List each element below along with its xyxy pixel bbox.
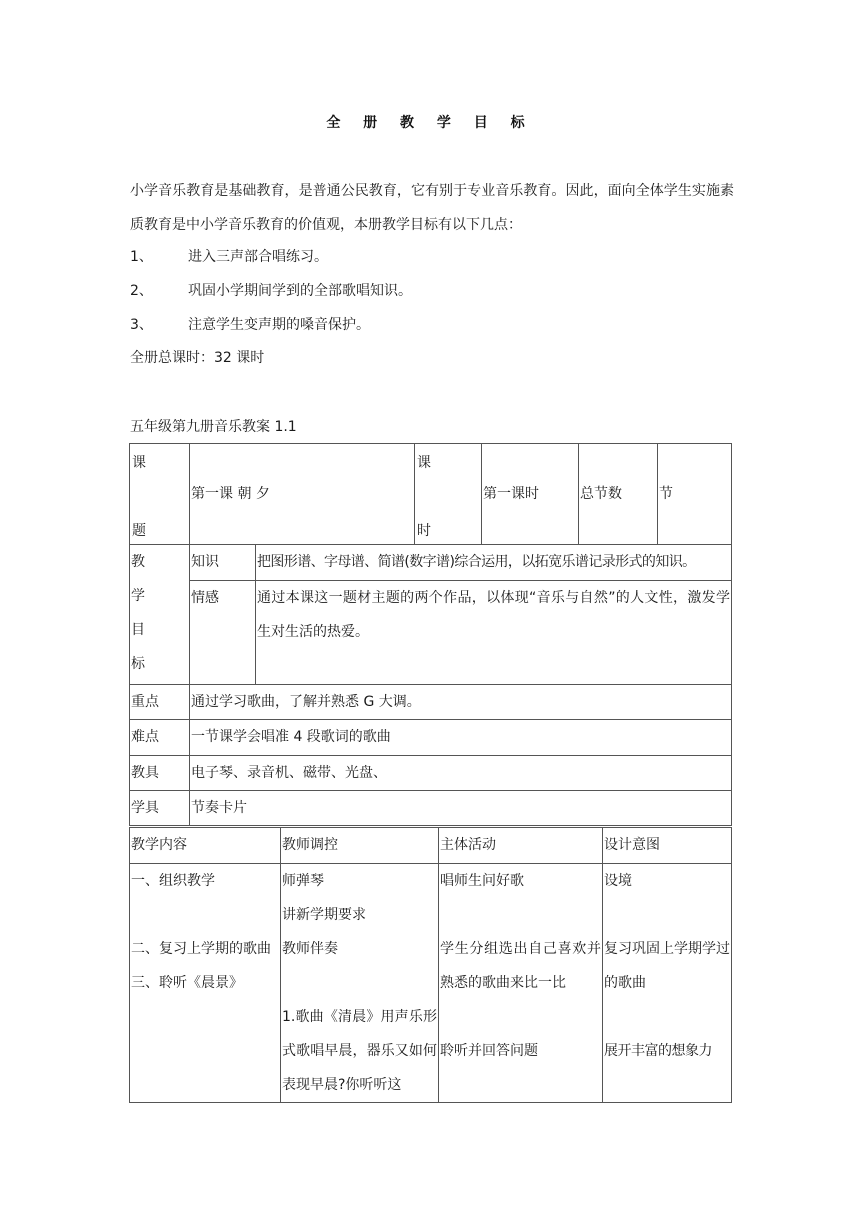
period-cell: 第一课时 xyxy=(482,444,579,545)
goal-number: 3、 xyxy=(130,317,153,333)
intent-line: 展开丰富的想象力 xyxy=(604,1043,712,1059)
teacher-line xyxy=(282,966,437,1000)
teacher-line: 教师伴奏 xyxy=(282,941,338,957)
total-label: 总节数 xyxy=(579,444,658,545)
header-activity: 主体活动 xyxy=(439,828,603,864)
activity-line xyxy=(440,898,601,932)
difficulty-text: 一节课学会唱准 4 段歌词的歌曲 xyxy=(190,720,732,756)
activity-line: 唱师生问好歌 xyxy=(440,873,524,889)
goal-text: 巩固小学期间学到的全部歌唱知识。 xyxy=(188,283,412,299)
goal-item xyxy=(130,315,370,335)
student-tools-text: 节奏卡片 xyxy=(190,791,732,826)
teacher-line: 讲新学期要求 xyxy=(282,907,366,923)
table-caption: 五年级第九册音乐教案 1.1 xyxy=(130,419,297,435)
goal-item xyxy=(130,247,328,267)
tools-text: 电子琴、录音机、磁带、光盘、 xyxy=(190,756,732,791)
content-line: 一、组织教学 xyxy=(131,873,215,889)
activity-paragraph: 学生分组选出自己喜欢并熟悉的歌曲来比一比 xyxy=(440,941,601,991)
difficulty-label: 难点 xyxy=(130,720,190,756)
header-teacher: 教师调控 xyxy=(281,828,439,864)
knowledge-text: 把图形谱、字母谱、简谱(数字谱)综合运用，以拓宽乐谱记录形式的知识。 xyxy=(256,545,732,581)
ti-label: 题 xyxy=(132,523,146,539)
content-cell xyxy=(130,864,281,1103)
goal-number: 1、 xyxy=(130,249,153,265)
activity-line xyxy=(440,1000,601,1034)
activity-line: 聆听并回答问题 xyxy=(440,1043,538,1059)
goal-cell xyxy=(130,545,190,685)
key-label: 重点 xyxy=(130,685,190,720)
goal-char: 学 xyxy=(131,588,145,604)
intent-paragraph: 复习巩固上学期学过的歌曲 xyxy=(604,941,730,991)
intent-cell xyxy=(603,864,732,1103)
ke-ti-cell xyxy=(130,444,190,545)
teaching-process-table xyxy=(129,827,732,1103)
key-text: 通过学习歌曲，了解并熟悉 G 大调。 xyxy=(190,685,732,720)
intent-line xyxy=(604,1000,730,1034)
content-line: 二、复习上学期的歌曲 xyxy=(131,941,271,957)
content-line: 三、聆听《晨景》 xyxy=(131,975,243,991)
teacher-line: 师弹琴 xyxy=(282,873,324,889)
ke-label: 课 xyxy=(132,455,146,471)
goal-char: 目 xyxy=(131,622,145,638)
emotion-label: 情感 xyxy=(190,581,256,685)
keshi-top: 课 xyxy=(417,455,431,471)
teacher-cell xyxy=(281,864,439,1103)
goal-item xyxy=(130,281,412,301)
activity-cell xyxy=(439,864,603,1103)
lesson-name: 第一课 朝 夕 xyxy=(190,444,415,545)
intro-paragraph: 小学音乐教育是基础教育，是普通公民教育，它有别于专业音乐教育。因此，面向全体学生实施素质教育是中小学音乐教育的价值观，本册教学目标有以下几点： xyxy=(130,183,734,233)
student-tools-label: 学具 xyxy=(130,791,190,826)
intent-line: 设境 xyxy=(604,873,632,889)
knowledge-label: 知识 xyxy=(190,545,256,581)
teacher-paragraph: 1.歌曲《清晨》用声乐形式歌唱早晨，器乐又如何表现早晨?你听听这 xyxy=(282,1009,437,1093)
keshi-bottom: 时 xyxy=(417,523,431,539)
tools-label: 教具 xyxy=(130,756,190,791)
goal-char: 标 xyxy=(131,656,145,672)
header-content: 教学内容 xyxy=(130,828,281,864)
goal-number: 2、 xyxy=(130,283,153,299)
goal-char: 教 xyxy=(131,554,145,570)
header-intent: 设计意图 xyxy=(603,828,732,864)
goal-text: 进入三声部合唱练习。 xyxy=(188,249,328,265)
intent-line xyxy=(604,898,730,932)
page-title: 全 册 教 学 目 标 xyxy=(326,115,534,131)
lesson-info-table xyxy=(129,443,732,826)
jie-cell: 节 xyxy=(658,444,732,545)
total-hours: 全册总课时：32 课时 xyxy=(130,350,265,366)
emotion-text: 通过本课这一题材主题的两个作品，以体现“音乐与自然”的人文性，激发学生对生活的热爱。 xyxy=(256,581,732,685)
content-line xyxy=(131,898,279,932)
keshi-cell xyxy=(415,444,482,545)
goal-text: 注意学生变声期的嗓音保护。 xyxy=(188,317,370,333)
